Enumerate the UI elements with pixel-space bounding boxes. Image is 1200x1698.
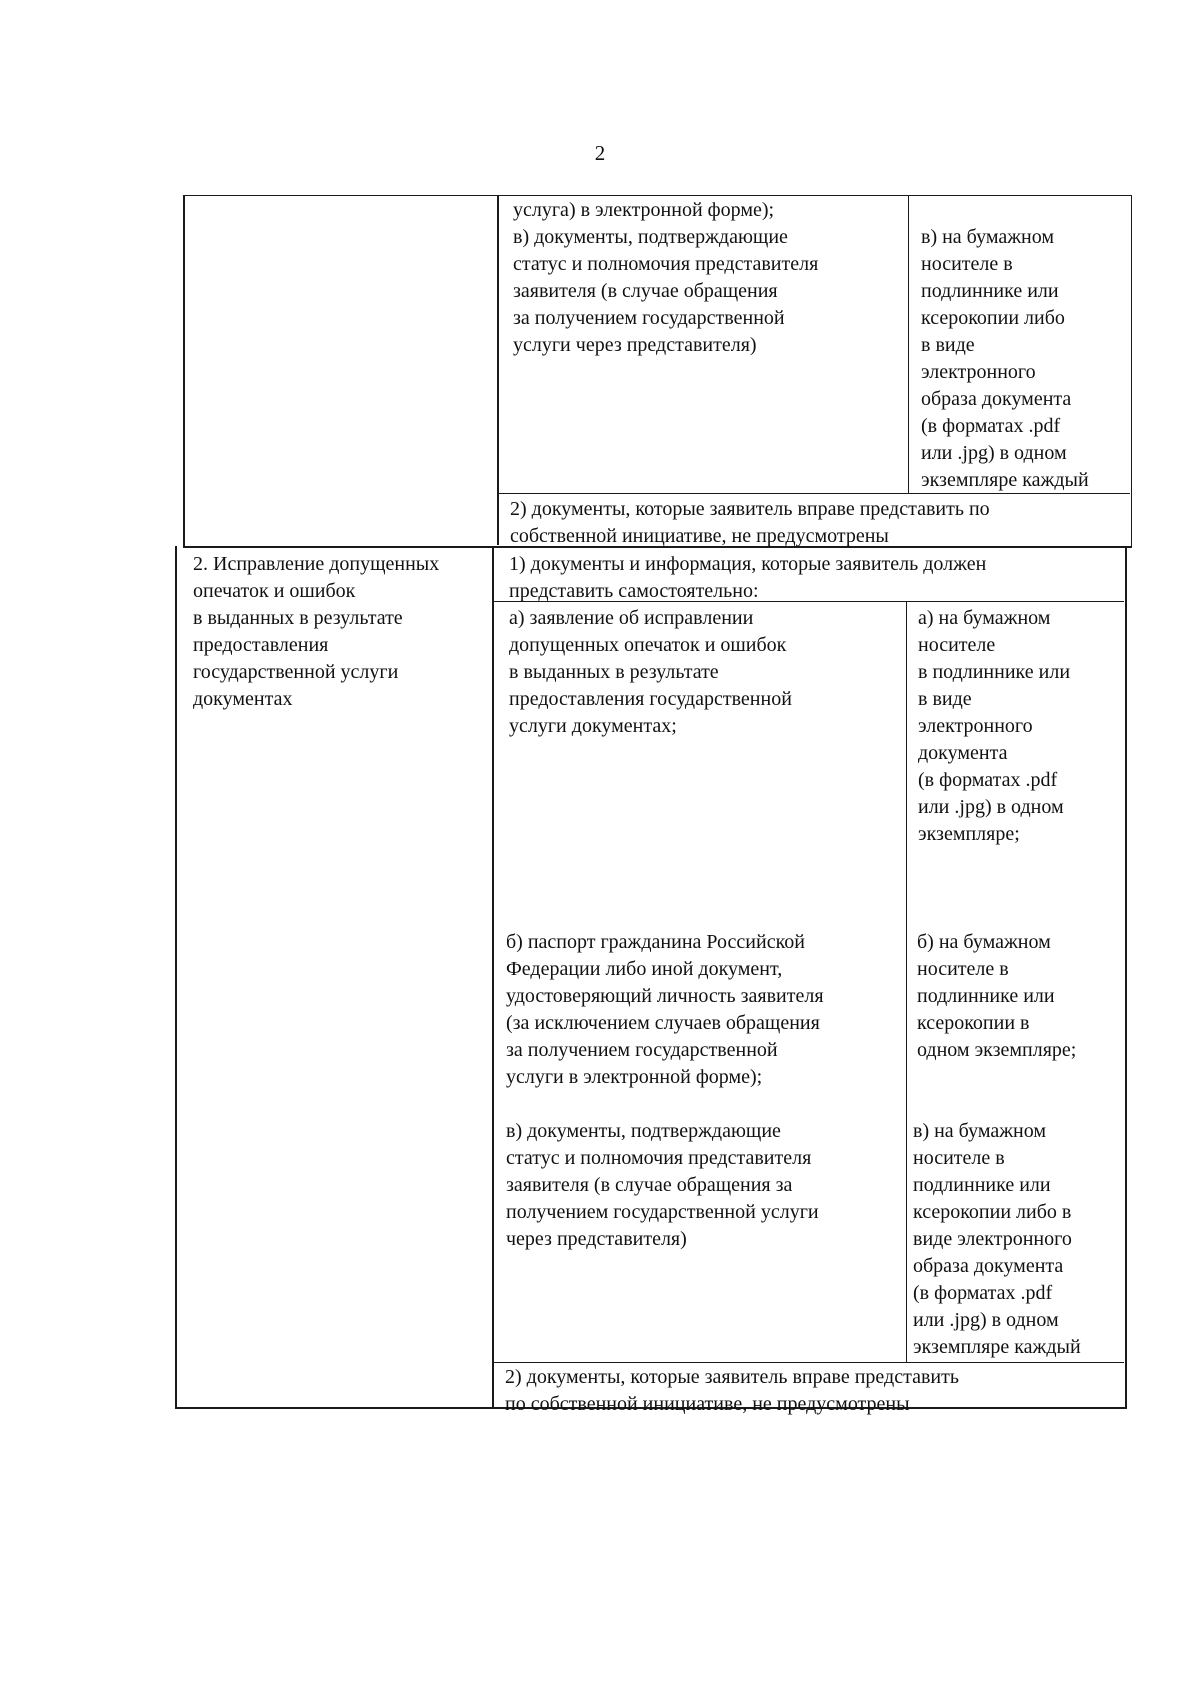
table-row-divider xyxy=(492,1362,1124,1363)
cell-doc-v-right-lower: в) на бумажном носителе в подлиннике или ксерокопии либо в виде электронного образа документа (в форматах .pdf или .jpg) в одном экземпляре каждый xyxy=(913,1120,1081,1358)
table-column-divider xyxy=(908,195,909,494)
cell-item1: 1) документы и информация, которые заявитель должен представить самостоятельно: xyxy=(509,553,987,602)
table-column-divider xyxy=(906,601,907,1363)
cell-service-name: 2. Исправление допущенных опечаток и ошибок в выданных в результате предоставления государственной услуги документах xyxy=(193,553,440,710)
cell-item2-lower: 2) документы, которые заявитель вправе представить по собственной инициативе, не предусмотрены xyxy=(505,1366,959,1415)
cell-doc-a-left: а) заявление об исправлении допущенных опечаток и ошибок в выданных в результате предоставления государственной услуги документах; xyxy=(509,607,792,737)
cell-doc-v-right-upper: в) на бумажном носителе в подлиннике или ксерокопии либо в виде электронного образа документа (в форматах .pdf или .jpg) в одном экземпляре каждый xyxy=(921,226,1089,491)
cell-doc-v-left-lower: в) документы, подтверждающие статус и полномочия представителя заявителя (в случае обращения за получением государственной услуги через представителя) xyxy=(506,1120,819,1250)
cell-doc-a-right: а) на бумажном носителе в подлиннике или в виде электронного документа (в форматах .pdf или .jpg) в одном экземпляре; xyxy=(918,607,1071,845)
cell-text-continued: услуга) в электронной форме); xyxy=(513,199,775,221)
table-column-divider xyxy=(492,546,494,1408)
cell-doc-v-left-upper: в) документы, подтверждающие статус и полномочия представителя заявителя (в случае обращения за получением государственной услуги через представителя) xyxy=(513,226,819,356)
cell-doc-b-right: б) на бумажном носителе в подлиннике или ксерокопии в одном экземпляре; xyxy=(917,931,1077,1061)
page-number: 2 xyxy=(594,141,606,165)
cell-doc-b-left: б) паспорт гражданина Российской Федерации либо иной документ, удостоверяющий личность заявителя (за исключением случаев обращения за получением государственной услуги в электронной форме); xyxy=(506,931,824,1088)
cell-item2-upper: 2) документы, которые заявитель вправе представить по собственной инициативе, не предусмотрены xyxy=(510,498,990,547)
